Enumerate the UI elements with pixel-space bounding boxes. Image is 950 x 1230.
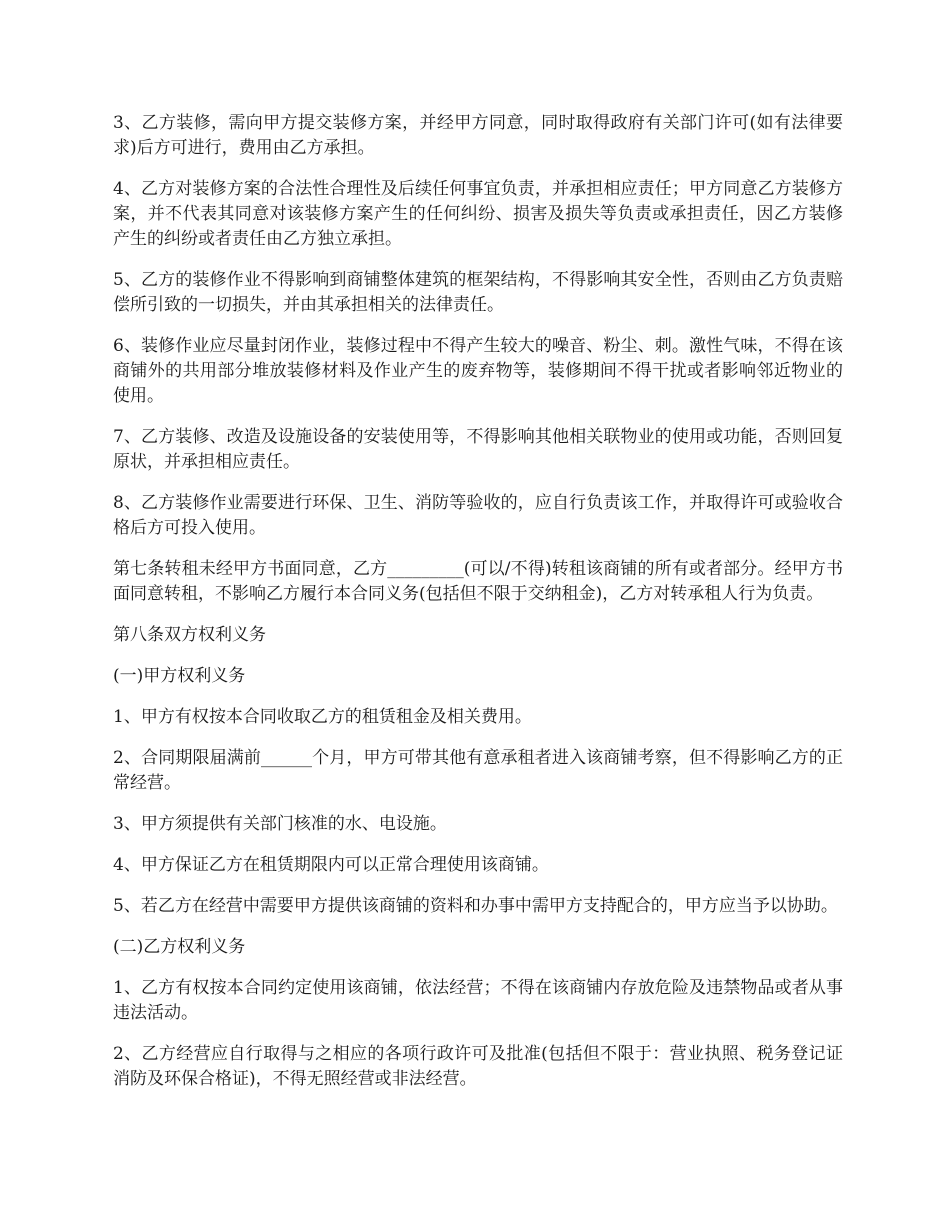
party-b-item-2: 2、乙方经营应自行取得与之相应的各项行政许可及批准(包括但不限于：营业执照、税务登记证消防及环保合格证)，不得无照经营或非法经营。 (113, 1044, 843, 1089)
clause-4-renovation-responsibility: 4、乙方对装修方案的合法性合理性及后续任何事宜负责，并承担相应责任；甲方同意乙方装修方案，并不代表其同意对该装修方案产生的任何纠纷、损害及损失等负责或承担责任，因乙方装修产生的纠纷或者责任由乙方独立承担。 (113, 179, 843, 249)
article-7-sublease: 第七条转租未经甲方书面同意，乙方_________(可以/不得)转租该商铺的所有或者部分。经甲方书面同意转租，不影响乙方履行本合同义务(包括但不限于交纳租金)，乙方对转承租人行为负责。 (113, 559, 843, 604)
party-a-item-1: 1、甲方有权按本合同收取乙方的租赁租金及相关费用。 (113, 707, 532, 727)
clause-5-structure-safety: 5、乙方的装修作业不得影响到商铺整体建筑的框架结构，不得影响其安全性，否则由乙方负责赔偿所引致的一切损失，并由其承担相关的法律责任。 (113, 270, 843, 315)
party-a-item-5: 5、若乙方在经营中需要甲方提供该商铺的资料和办事中需甲方支持配合的，甲方应当予以协助。 (113, 896, 838, 916)
clause-6-closed-work: 6、装修作业应尽量封闭作业，装修过程中不得产生较大的噪音、粉尘、刺。激性气味，不得在该商铺外的共用部分堆放装修材料及作业产生的废弃物等，装修期间不得干扰或者影响邻近物业的使用。 (113, 336, 843, 406)
party-a-item-2: 2、合同期限届满前______个月，甲方可带其他有意承租者进入该商铺考察，但不得影响乙方的正常经营。 (113, 748, 843, 793)
clause-7-installation: 7、乙方装修、改造及设施设备的安装使用等，不得影响其他相关联物业的使用或功能，否则回复原状，并承担相应责任。 (113, 427, 843, 472)
clause-3-renovation-approval: 3、乙方装修，需向甲方提交装修方案，并经甲方同意，同时取得政府有关部门许可(如有法律要求)后方可进行，费用由乙方承担。 (113, 113, 843, 158)
party-a-item-4: 4、甲方保证乙方在租赁期限内可以正常合理使用该商铺。 (113, 855, 549, 875)
section-party-b-heading: (二)乙方权利义务 (113, 937, 246, 957)
clause-8-inspection: 8、乙方装修作业需要进行环保、卫生、消防等验收的，应自行负责该工作，并取得许可或验收合格后方可投入使用。 (113, 493, 843, 538)
article-8-heading: 第八条双方权利义务 (113, 625, 266, 645)
party-b-item-1: 1、乙方有权按本合同约定使用该商铺，依法经营；不得在该商铺内存放危险及违禁物品或者从事违法活动。 (113, 978, 843, 1023)
party-a-item-3: 3、甲方须提供有关部门核准的水、电设施。 (113, 814, 447, 834)
section-party-a-heading: (一)甲方权利义务 (113, 666, 246, 686)
document-page (113, 111, 843, 1108)
